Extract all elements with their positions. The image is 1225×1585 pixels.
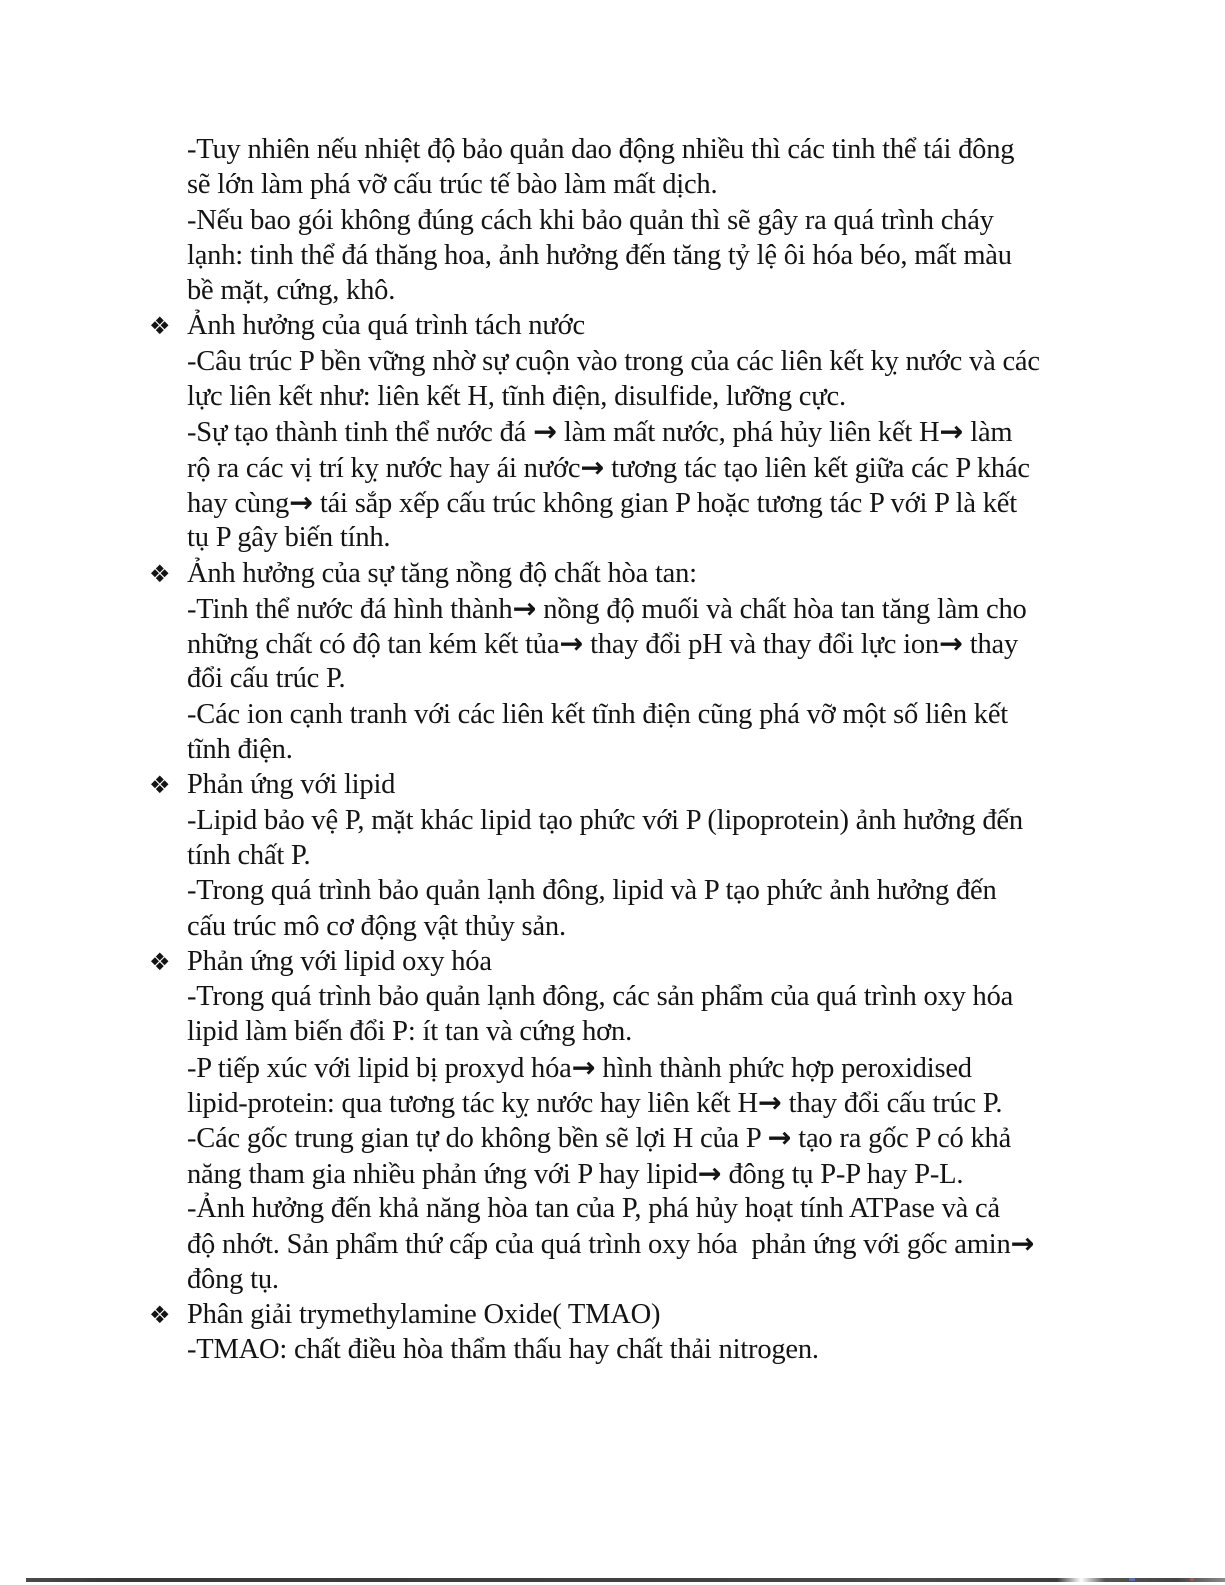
text-line: đổi cấu trúc P. <box>187 663 346 695</box>
diamond-bullet-icon: ❖ <box>149 559 171 588</box>
text-line: -Ảnh hưởng đến khả năng hòa tan của P, phá hủy hoạt tính ATPase và cả <box>187 1192 1000 1224</box>
text-line: hay cùng→ tái sắp xếp cấu trúc không gian P hoặc tương tác P với P là kết <box>187 485 1017 519</box>
arrow-icon: → <box>512 591 537 625</box>
scan-edge-artifact <box>26 1578 1225 1582</box>
arrow-icon: → <box>1010 1227 1035 1261</box>
text-line: lipid làm biến đổi P: ít tan và cứng hơn. <box>187 1016 633 1048</box>
text-line: lạnh: tinh thể đá thăng hoa, ảnh hưởng đến tăng tỷ lệ ôi hóa béo, mất màu <box>187 239 1012 271</box>
text-line: -Câu trúc P bền vững nhờ sự cuộn vào trong của các liên kết kỵ nước và các <box>187 345 1040 377</box>
scan-edge-speck <box>1190 1578 1194 1581</box>
text-line: -Tuy nhiên nếu nhiệt độ bảo quản dao động nhiều thì các tinh thể tái đông <box>187 134 1015 165</box>
arrow-icon: → <box>939 415 964 449</box>
text-line: năng tham gia nhiều phản ứng với P hay lipid→ đông tụ P-P hay P-L. <box>187 1156 964 1190</box>
text-line: sẽ lớn làm phá vỡ cấu trúc tế bào làm mất dịch. <box>187 169 718 201</box>
text-line: đông tụ. <box>187 1263 279 1295</box>
text-line: lực liên kết như: liên kết H, tĩnh điện, disulfide, lưỡng cực. <box>187 381 846 413</box>
section-heading-line: ❖ Phản ứng với lipid <box>187 767 1067 802</box>
section-heading-line: ❖ Phản ứng với lipid oxy hóa <box>187 944 1067 979</box>
text-line: những chất có độ tan kém kết tủa→ thay đổi pH và thay đổi lực ion→ thay <box>187 627 1019 661</box>
arrow-icon: → <box>938 627 963 661</box>
section-heading-line: ❖ Phân giải trymethylamine Oxide( TMAO) <box>187 1297 1067 1332</box>
text-line: -Nếu bao gói không đúng cách khi bảo quản thì sẽ gây ra quá trình cháy <box>187 204 994 236</box>
text-line: -Tinh thể nước đá hình thành→ nồng độ muối và chất hòa tan tăng làm cho <box>187 591 1027 625</box>
arrow-icon: → <box>757 1086 782 1120</box>
text-line: -Các ion cạnh tranh với các liên kết tĩnh điện cũng phá vỡ một số liên kết <box>187 698 1009 730</box>
document-body <box>149 132 1067 1367</box>
diamond-bullet-icon: ❖ <box>149 771 171 800</box>
text-line: bề mặt, cứng, khô. <box>187 275 396 307</box>
arrow-icon: → <box>571 1050 596 1084</box>
text-line: rộ ra các vị trí kỵ nước hay ái nước→ tương tác tạo liên kết giữa các P khác <box>187 450 1030 484</box>
section-heading-line: ❖ Ảnh hưởng của quá trình tách nước <box>187 308 1067 343</box>
text-line: tính chất P. <box>187 839 311 871</box>
diamond-bullet-icon: ❖ <box>149 947 171 976</box>
arrow-icon: → <box>559 627 584 661</box>
arrow-icon: → <box>697 1156 722 1190</box>
diamond-bullet-icon: ❖ <box>149 312 171 341</box>
arrow-icon: → <box>533 415 557 449</box>
arrow-icon: → <box>289 485 313 519</box>
text-line: độ nhớt. Sản phẩm thứ cấp của quá trình oxy hóa phản ứng với gốc amin→ <box>187 1227 1035 1261</box>
text-line: tĩnh điện. <box>187 734 293 766</box>
text-line: -TMAO: chất điều hòa thẩm thấu hay chất thải nitrogen. <box>187 1334 819 1366</box>
arrow-icon: → <box>767 1121 792 1155</box>
scan-edge-speck <box>1129 1578 1135 1581</box>
text-line: -Trong quá trình bảo quản lạnh đông, lipid và P tạo phức ảnh hưởng đến <box>187 875 997 907</box>
text-line: -P tiếp xúc với lipid bị proxyd hóa→ hình thành phức hợp peroxidised <box>187 1050 972 1084</box>
arrow-icon: → <box>580 450 605 484</box>
section-heading-line: ❖ Ảnh hưởng của sự tăng nồng độ chất hòa tan: <box>187 556 1067 591</box>
text-line: -Trong quá trình bảo quản lạnh đông, các sản phẩm của quá trình oxy hóa <box>187 981 1014 1013</box>
text-line: tụ P gây biến tính. <box>187 522 391 554</box>
text-line: -Các gốc trung gian tự do không bền sẽ lợi H của P → tạo ra gốc P có khả <box>187 1121 1012 1155</box>
text-line: -Sự tạo thành tinh thể nước đá → làm mất nước, phá hủy liên kết H→ làm <box>187 415 1013 449</box>
text-line: cấu trúc mô cơ động vật thủy sản. <box>187 910 566 942</box>
text-line: -Lipid bảo vệ P, mặt khác lipid tạo phức với P (lipoprotein) ảnh hưởng đến <box>187 804 1023 836</box>
diamond-bullet-icon: ❖ <box>149 1300 171 1329</box>
text-line: lipid-protein: qua tương tác kỵ nước hay liên kết H→ thay đổi cấu trúc P. <box>187 1086 1003 1120</box>
